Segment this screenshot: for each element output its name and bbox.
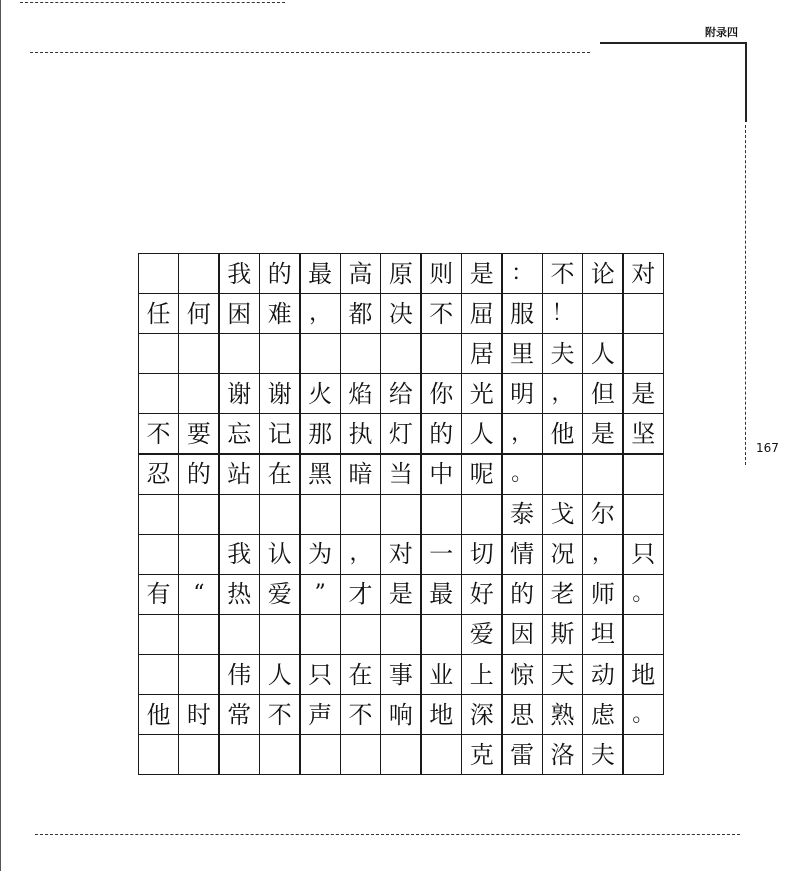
grid-cell: 上 (461, 654, 502, 695)
grid-cell (582, 454, 623, 495)
grid-cell: 时 (178, 694, 219, 735)
grid-cell: 泰 (502, 494, 543, 535)
grid-cell: 高 (340, 253, 381, 294)
grid-cell: 只 (300, 654, 341, 695)
grid-cell (300, 494, 341, 535)
grid-cell: 火 (300, 373, 341, 414)
grid-cell: 屈 (461, 293, 502, 334)
grid-cell: 戈 (542, 494, 583, 535)
grid-cell: 灯 (380, 413, 421, 454)
grid-cell (380, 734, 421, 775)
grid-cell: 站 (219, 454, 260, 495)
grid-cell: 。 (623, 574, 664, 615)
grid-cell (542, 454, 583, 495)
grid-cell: 伟 (219, 654, 260, 695)
grid-cell: 服 (502, 293, 543, 334)
grid-cell: 是 (380, 574, 421, 615)
grid-cell: 谢 (259, 373, 300, 414)
grid-cell: 地 (421, 694, 462, 735)
grid-cell (421, 494, 462, 535)
grid-cell (138, 253, 179, 294)
grid-cell: 他 (138, 694, 179, 735)
grid-cell: 好 (461, 574, 502, 615)
grid-cell: 居 (461, 333, 502, 374)
grid-cell: 因 (502, 614, 543, 655)
grid-cell: 难 (259, 293, 300, 334)
grid-cell (623, 734, 664, 775)
grid-cell: 动 (582, 654, 623, 695)
grid-cell: 坦 (582, 614, 623, 655)
grid-cell: 地 (623, 654, 664, 695)
grid-cell: ： (502, 253, 543, 294)
grid-cell (340, 494, 381, 535)
grid-cell: 暗 (340, 454, 381, 495)
grid-cell: 最 (300, 253, 341, 294)
grid-cell (178, 654, 219, 695)
grid-cell: 人 (582, 333, 623, 374)
grid-cell: 业 (421, 654, 462, 695)
grid-cell: 在 (340, 654, 381, 695)
grid-cell: 热 (219, 574, 260, 615)
grid-cell: 。 (502, 454, 543, 495)
grid-cell: “ (178, 574, 219, 615)
grid-cell (623, 494, 664, 535)
bottom-dash-line (35, 834, 740, 835)
grid-cell: 忍 (138, 454, 179, 495)
grid-cell: 原 (380, 253, 421, 294)
grid-cell (623, 454, 664, 495)
grid-cell: 不 (259, 694, 300, 735)
grid-cell: 人 (259, 654, 300, 695)
grid-cell: 雷 (502, 734, 543, 775)
grid-row (138, 574, 665, 614)
grid-cell (461, 494, 502, 535)
grid-cell: 惊 (502, 654, 543, 695)
grid-row (138, 413, 665, 453)
grid-cell: 斯 (542, 614, 583, 655)
grid-cell: 他 (542, 413, 583, 454)
grid-cell (623, 293, 664, 334)
grid-row (138, 293, 665, 333)
grid-cell (138, 734, 179, 775)
grid-cell: 人 (461, 413, 502, 454)
grid-cell: 对 (380, 534, 421, 575)
upper-dash-line (30, 52, 590, 53)
grid-cell: ， (582, 534, 623, 575)
grid-cell: 最 (421, 574, 462, 615)
grid-cell: ， (542, 373, 583, 414)
grid-cell (178, 734, 219, 775)
grid-cell: 我 (219, 253, 260, 294)
grid-cell: ” (300, 574, 341, 615)
grid-cell (138, 494, 179, 535)
page-number: 167 (756, 441, 779, 455)
grid-cell: 黑 (300, 454, 341, 495)
grid-cell: 忘 (219, 413, 260, 454)
grid-cell (138, 614, 179, 655)
grid-row (138, 654, 665, 694)
grid-cell (219, 333, 260, 374)
grid-cell: 熟 (542, 694, 583, 735)
grid-cell (380, 333, 421, 374)
grid-cell: 的 (421, 413, 462, 454)
grid-cell: 不 (421, 293, 462, 334)
grid-cell: 夫 (582, 734, 623, 775)
grid-cell: 里 (502, 333, 543, 374)
grid-cell (259, 333, 300, 374)
grid-cell (138, 333, 179, 374)
grid-cell (259, 734, 300, 775)
grid-row (138, 454, 665, 494)
grid-cell: 不 (542, 253, 583, 294)
grid-cell: 为 (300, 534, 341, 575)
grid-cell: 不 (138, 413, 179, 454)
grid-cell (300, 614, 341, 655)
grid-cell (178, 494, 219, 535)
grid-cell: 谢 (219, 373, 260, 414)
grid-row (138, 614, 665, 654)
grid-cell (623, 333, 664, 374)
grid-cell (340, 333, 381, 374)
grid-cell: 的 (502, 574, 543, 615)
grid-cell (421, 734, 462, 775)
grid-cell: 都 (340, 293, 381, 334)
grid-cell (259, 614, 300, 655)
grid-cell: 的 (259, 253, 300, 294)
grid-cell: 只 (623, 534, 664, 575)
grid-cell: 但 (582, 373, 623, 414)
grid-cell: 况 (542, 534, 583, 575)
grid-cell: 明 (502, 373, 543, 414)
grid-cell: 响 (380, 694, 421, 735)
grid-cell: 常 (219, 694, 260, 735)
grid-cell: 克 (461, 734, 502, 775)
grid-cell: 光 (461, 373, 502, 414)
grid-cell: 焰 (340, 373, 381, 414)
left-margin-rule (0, 0, 1, 871)
grid-cell (178, 614, 219, 655)
grid-cell: 决 (380, 293, 421, 334)
top-dash-line (20, 2, 285, 3)
grid-cell: ！ (542, 293, 583, 334)
grid-cell: 不 (340, 694, 381, 735)
grid-cell: 虑 (582, 694, 623, 735)
grid-cell: 在 (259, 454, 300, 495)
right-margin-rule (745, 42, 747, 122)
grid-cell (178, 534, 219, 575)
appendix-header: 附录四 (705, 26, 738, 39)
grid-cell: 对 (623, 253, 664, 294)
grid-cell: 才 (340, 574, 381, 615)
grid-row (138, 534, 665, 574)
grid-row (138, 694, 665, 734)
grid-cell: 思 (502, 694, 543, 735)
grid-cell: 洛 (542, 734, 583, 775)
grid-cell (623, 614, 664, 655)
grid-cell (380, 614, 421, 655)
grid-cell: 声 (300, 694, 341, 735)
grid-cell: 爱 (461, 614, 502, 655)
grid-row (138, 333, 665, 373)
grid-cell: 老 (542, 574, 583, 615)
grid-row (138, 734, 665, 774)
grid-cell (340, 614, 381, 655)
grid-cell: 切 (461, 534, 502, 575)
grid-cell: 尔 (582, 494, 623, 535)
grid-cell: 论 (582, 253, 623, 294)
grid-cell: 认 (259, 534, 300, 575)
grid-cell: 是 (461, 253, 502, 294)
grid-row (138, 373, 665, 413)
grid-row (138, 253, 665, 293)
grid-cell: 何 (178, 293, 219, 334)
grid-cell: 。 (623, 694, 664, 735)
grid-cell (300, 333, 341, 374)
grid-cell (219, 494, 260, 535)
grid-cell: 执 (340, 413, 381, 454)
grid-cell (219, 734, 260, 775)
grid-cell: ， (502, 413, 543, 454)
grid-cell: 深 (461, 694, 502, 735)
grid-cell: 是 (582, 413, 623, 454)
grid-cell (138, 373, 179, 414)
grid-cell (178, 373, 219, 414)
grid-cell (421, 333, 462, 374)
grid-cell: 给 (380, 373, 421, 414)
right-margin-dash (745, 125, 746, 465)
grid-cell (178, 333, 219, 374)
grid-cell: 记 (259, 413, 300, 454)
top-right-rule (600, 42, 746, 44)
grid-cell: 则 (421, 253, 462, 294)
grid-cell: 的 (178, 454, 219, 495)
grid-cell: 坚 (623, 413, 664, 454)
grid-cell (380, 494, 421, 535)
grid-cell (178, 253, 219, 294)
grid-cell: 任 (138, 293, 179, 334)
grid-cell (421, 614, 462, 655)
grid-cell (138, 534, 179, 575)
grid-cell: 天 (542, 654, 583, 695)
grid-cell (340, 734, 381, 775)
grid-row (138, 494, 665, 534)
grid-cell (582, 293, 623, 334)
handwriting-grid (138, 253, 665, 774)
grid-cell: 我 (219, 534, 260, 575)
grid-cell: 呢 (461, 454, 502, 495)
grid-cell: 是 (623, 373, 664, 414)
grid-cell (219, 614, 260, 655)
grid-cell: 要 (178, 413, 219, 454)
grid-cell (259, 494, 300, 535)
grid-cell: 那 (300, 413, 341, 454)
grid-cell: 夫 (542, 333, 583, 374)
grid-cell: ， (340, 534, 381, 575)
grid-cell (300, 734, 341, 775)
grid-cell: 事 (380, 654, 421, 695)
grid-cell: 一 (421, 534, 462, 575)
grid-cell: ， (300, 293, 341, 334)
grid-cell: 爱 (259, 574, 300, 615)
grid-cell: 师 (582, 574, 623, 615)
grid-cell: 困 (219, 293, 260, 334)
grid-cell: 中 (421, 454, 462, 495)
grid-cell: 有 (138, 574, 179, 615)
grid-cell: 情 (502, 534, 543, 575)
grid-cell: 当 (380, 454, 421, 495)
grid-cell: 你 (421, 373, 462, 414)
grid-cell (138, 654, 179, 695)
